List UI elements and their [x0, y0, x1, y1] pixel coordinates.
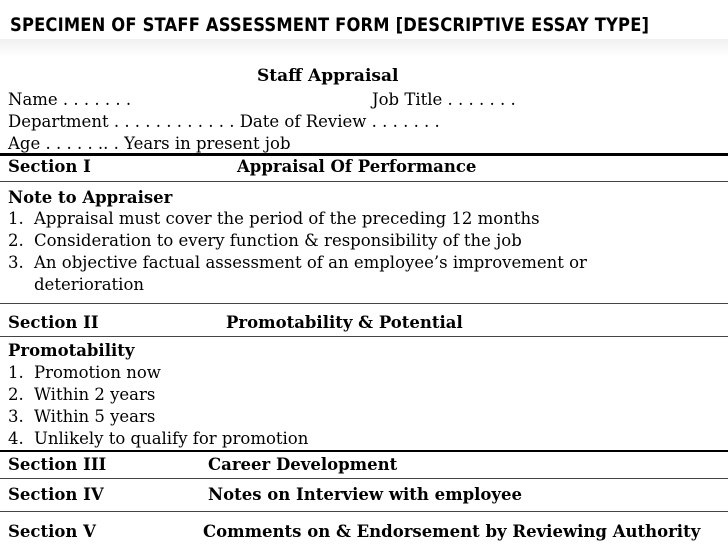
- section-2-title: Promotability & Potential: [226, 313, 463, 332]
- divider: [0, 511, 728, 512]
- list-item-continuation: deterioration: [34, 275, 145, 294]
- department-field: Department . . . . . . . . . . . . Date of Review . . . . . . .: [8, 112, 440, 131]
- section-2-label: Section II: [8, 313, 99, 332]
- section-5-label: Section V: [8, 522, 96, 541]
- section-3-title: Career Development: [208, 455, 398, 474]
- name-field: Name . . . . . . .: [8, 90, 132, 109]
- section-4-label: Section IV: [8, 485, 104, 504]
- list-item: 2. Within 2 years: [8, 385, 156, 404]
- section-5-title: Comments on & Endorsement by Reviewing Authority: [203, 522, 701, 541]
- divider: [0, 450, 728, 452]
- list-item: 2. Consideration to every function & responsibility of the job: [8, 231, 522, 250]
- promotability-heading: Promotability: [8, 341, 135, 360]
- section-4-title: Notes on Interview with employee: [208, 485, 522, 504]
- form-heading: Staff Appraisal: [257, 66, 399, 86]
- list-item: 3. Within 5 years: [8, 407, 156, 426]
- list-item: 1. Appraisal must cover the period of the preceding 12 months: [8, 209, 540, 228]
- section-1-title: Appraisal Of Performance: [237, 157, 477, 176]
- job-title-field: Job Title . . . . . . .: [372, 90, 516, 109]
- section-1-label: Section I: [8, 157, 91, 176]
- section-3-label: Section III: [8, 455, 107, 474]
- note-heading: Note to Appraiser: [8, 188, 173, 207]
- title-shadow: [0, 39, 728, 57]
- divider: [0, 181, 728, 182]
- divider: [0, 478, 728, 479]
- list-item: 3. An objective factual assessment of an employee’s improvement or: [8, 253, 587, 272]
- list-item: 4. Unlikely to qualify for promotion: [8, 429, 309, 448]
- divider: [0, 303, 728, 304]
- list-item: 1. Promotion now: [8, 363, 161, 382]
- divider: [0, 336, 728, 337]
- page-title: SPECIMEN OF STAFF ASSESSMENT FORM [DESCRIPTIVE ESSAY TYPE]: [10, 14, 650, 36]
- age-field: Age . . . . . .. . Years in present job: [8, 134, 291, 153]
